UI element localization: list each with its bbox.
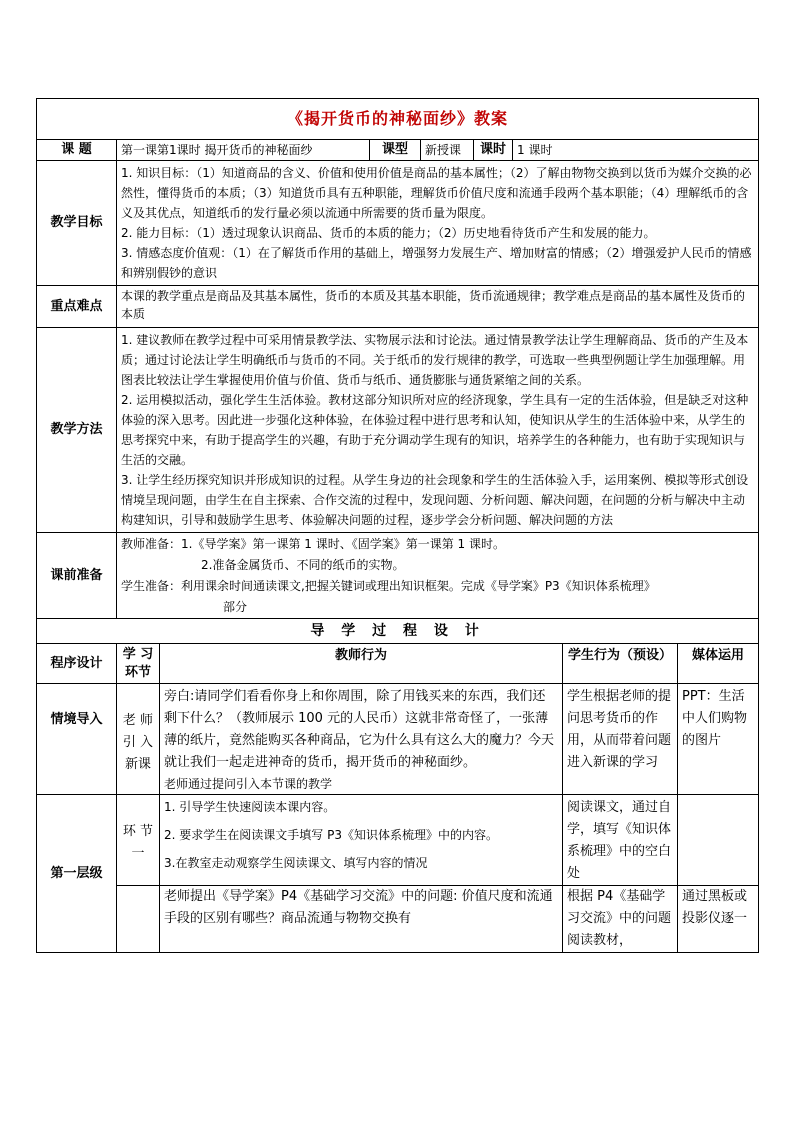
prep-student-line-1: 学生准备：利用课余时间通读课文,把握关键词或理出知识框架。完成《导学案》P3《知识体系梳理》: [121, 579, 656, 593]
hours-value: 1 课时: [513, 140, 759, 161]
key-points-label: 重点难点: [37, 286, 117, 328]
lesson-plan-page: [36, 98, 758, 953]
topic-value: 第一课第1课时 揭开货币的神秘面纱: [117, 140, 370, 161]
header-program: 程序设计: [37, 644, 117, 684]
type-value: 新授课: [421, 140, 474, 161]
type-label: 课型: [370, 140, 421, 161]
intro-teacher-note: 老师通过提问引入本节课的教学: [164, 777, 333, 791]
header-stage: 学 习 环节: [117, 644, 160, 684]
level1-stage: 环 节 一: [117, 795, 160, 886]
level1-program: 第一层级: [37, 795, 117, 953]
prep-label: 课前准备: [37, 533, 117, 619]
intro-teacher-text: 旁白:请同学们看看你身上和你周围，除了用钱买来的东西，我们还剩下什么？（教师展示 100 元的人民币）这就非常奇怪了，一张薄薄的纸片，竟然能购买各种商品，它为什么具有这么大的魔力？今天就让我们一起走进神奇的货币，揭开货币的神秘面纱。: [164, 689, 555, 770]
level1-student-b: 根据 P4《基础学习交流》中的问题阅读教材，: [563, 886, 678, 953]
goals-line-1: 1. 知识目标：（1）知道商品的含义、价值和使用价值是商品的基本属性；（2）了解由物物交换到以货币为媒介交换的必然性，懂得货币的本质；（3）知道货币具有五种职能，理解货币价值尺度和流通手段两个基本职能；（4）理解纸币的含义及其优点，知道纸币的发行量必须以流通中所需要的货币量为限度。: [121, 166, 752, 220]
level1-stage-b: [117, 886, 160, 953]
intro-stage: 老 师 引 入 新课: [117, 684, 160, 795]
header-teacher: 教师行为: [160, 644, 563, 684]
methods-label: 教学方法: [37, 328, 117, 533]
goals-line-3: 3. 情感态度价值观：（1）在了解货币作用的基础上，增强努力发展生产、增加财富的情感；（2）增强爱护人民币的情感和辨别假钞的意识: [121, 246, 752, 280]
intro-program: 情境导入: [37, 684, 117, 795]
goals-line-2: 2. 能力目标：（1）透过现象认识商品、货币的本质的能力；（2）历史地看待货币产生和发展的能力。: [121, 226, 656, 240]
prep-student-line-2: 部分: [223, 600, 248, 614]
prep-teacher-line-2: 2.准备金属货币、不同的纸币的实物。: [201, 558, 405, 572]
level1-teacher-line-3: 3.在教室走动观察学生阅读课文、填写内容的情况: [164, 856, 428, 870]
lesson-plan-table: [36, 98, 759, 953]
methods-line-3: 3. 让学生经历探究知识并形成知识的过程。从学生身边的社会现象和学生的生活体验入手，运用案例、模拟等形式创设情境呈现问题，由学生在自主探索、合作交流的过程中，发现问题、分析问题、解决问题，在问题的分析与解决中主动构建知识，引导和鼓励学生思考、体验解决问题的过程，逐步学会分析问题、解决问题的方法: [121, 473, 749, 527]
level1-teacher-b: 老师提出《导学案》P4《基础学习交流》中的问题: 价值尺度和流通手段的区别有哪些？商品流通与物物交换有: [160, 886, 563, 953]
key-points-text: 本课的教学重点是商品及其基本属性，货币的本质及其基本职能，货币流通规律；教学难点是商品的基本属性及货币的本质: [117, 286, 759, 328]
level1-media-b: 通过黑板或投影仪逐一: [678, 886, 759, 953]
goals-label: 教学目标: [37, 161, 117, 286]
methods-line-2: 2. 运用模拟活动，强化学生生活体验。教材这部分知识所对应的经济现象，学生具有一定的生活体验，但是缺乏对这种体验的深入思考。因此进一步强化这种体验，在体验过程中进行思考和认知，使知识从学生的生活体验中来，从学生的思考探究中来，有助于提高学生的兴趣，有助于充分调动学生现有的知识，培养学生的各种能力，也有助于实现知识与生活的交融。: [121, 393, 749, 467]
level1-student: 阅读课文，通过自学，填写《知识体系梳理》中的空白处: [563, 795, 678, 886]
level1-teacher: [160, 795, 563, 886]
intro-media: PPT：生活中人们购物的图片: [678, 684, 759, 795]
goals-content: [117, 161, 759, 286]
process-heading: 导 学 过 程 设 计: [37, 619, 759, 644]
prep-teacher-line-1: 教师准备：1.《导学案》第一课第 1 课时、《固学案》第一课第 1 课时。: [121, 537, 505, 551]
methods-line-1: 1. 建议教师在教学过程中可采用情景教学法、实物展示法和讨论法。通过情景教学法让学生理解商品、货币的产生及本质；通过讨论法让学生明确纸币与货币的不同。关于纸币的发行规律的教学，可选取一些典型例题让学生加强理解。用图表比较法让学生掌握使用价值与价值、货币与纸币、通货膨胀与通货紧缩之间的关系。: [121, 333, 749, 387]
level1-media: [678, 795, 759, 886]
header-student: 学生行为（预设）: [563, 644, 678, 684]
level1-teacher-line-2: 2. 要求学生在阅读课文手填写 P3《知识体系梳理》中的内容。: [164, 828, 498, 842]
hours-label: 课时: [474, 140, 513, 161]
prep-content: [117, 533, 759, 619]
topic-label: 课 题: [37, 140, 117, 161]
methods-content: [117, 328, 759, 533]
intro-teacher: [160, 684, 563, 795]
level1-teacher-line-1: 1. 引导学生快速阅读本课内容。: [164, 800, 336, 814]
intro-student: 学生根据老师的提问思考货币的作用，从而带着问题进入新课的学习: [563, 684, 678, 795]
header-media: 媒体运用: [678, 644, 759, 684]
document-title: 《揭开货币的神秘面纱》教案: [37, 99, 759, 140]
